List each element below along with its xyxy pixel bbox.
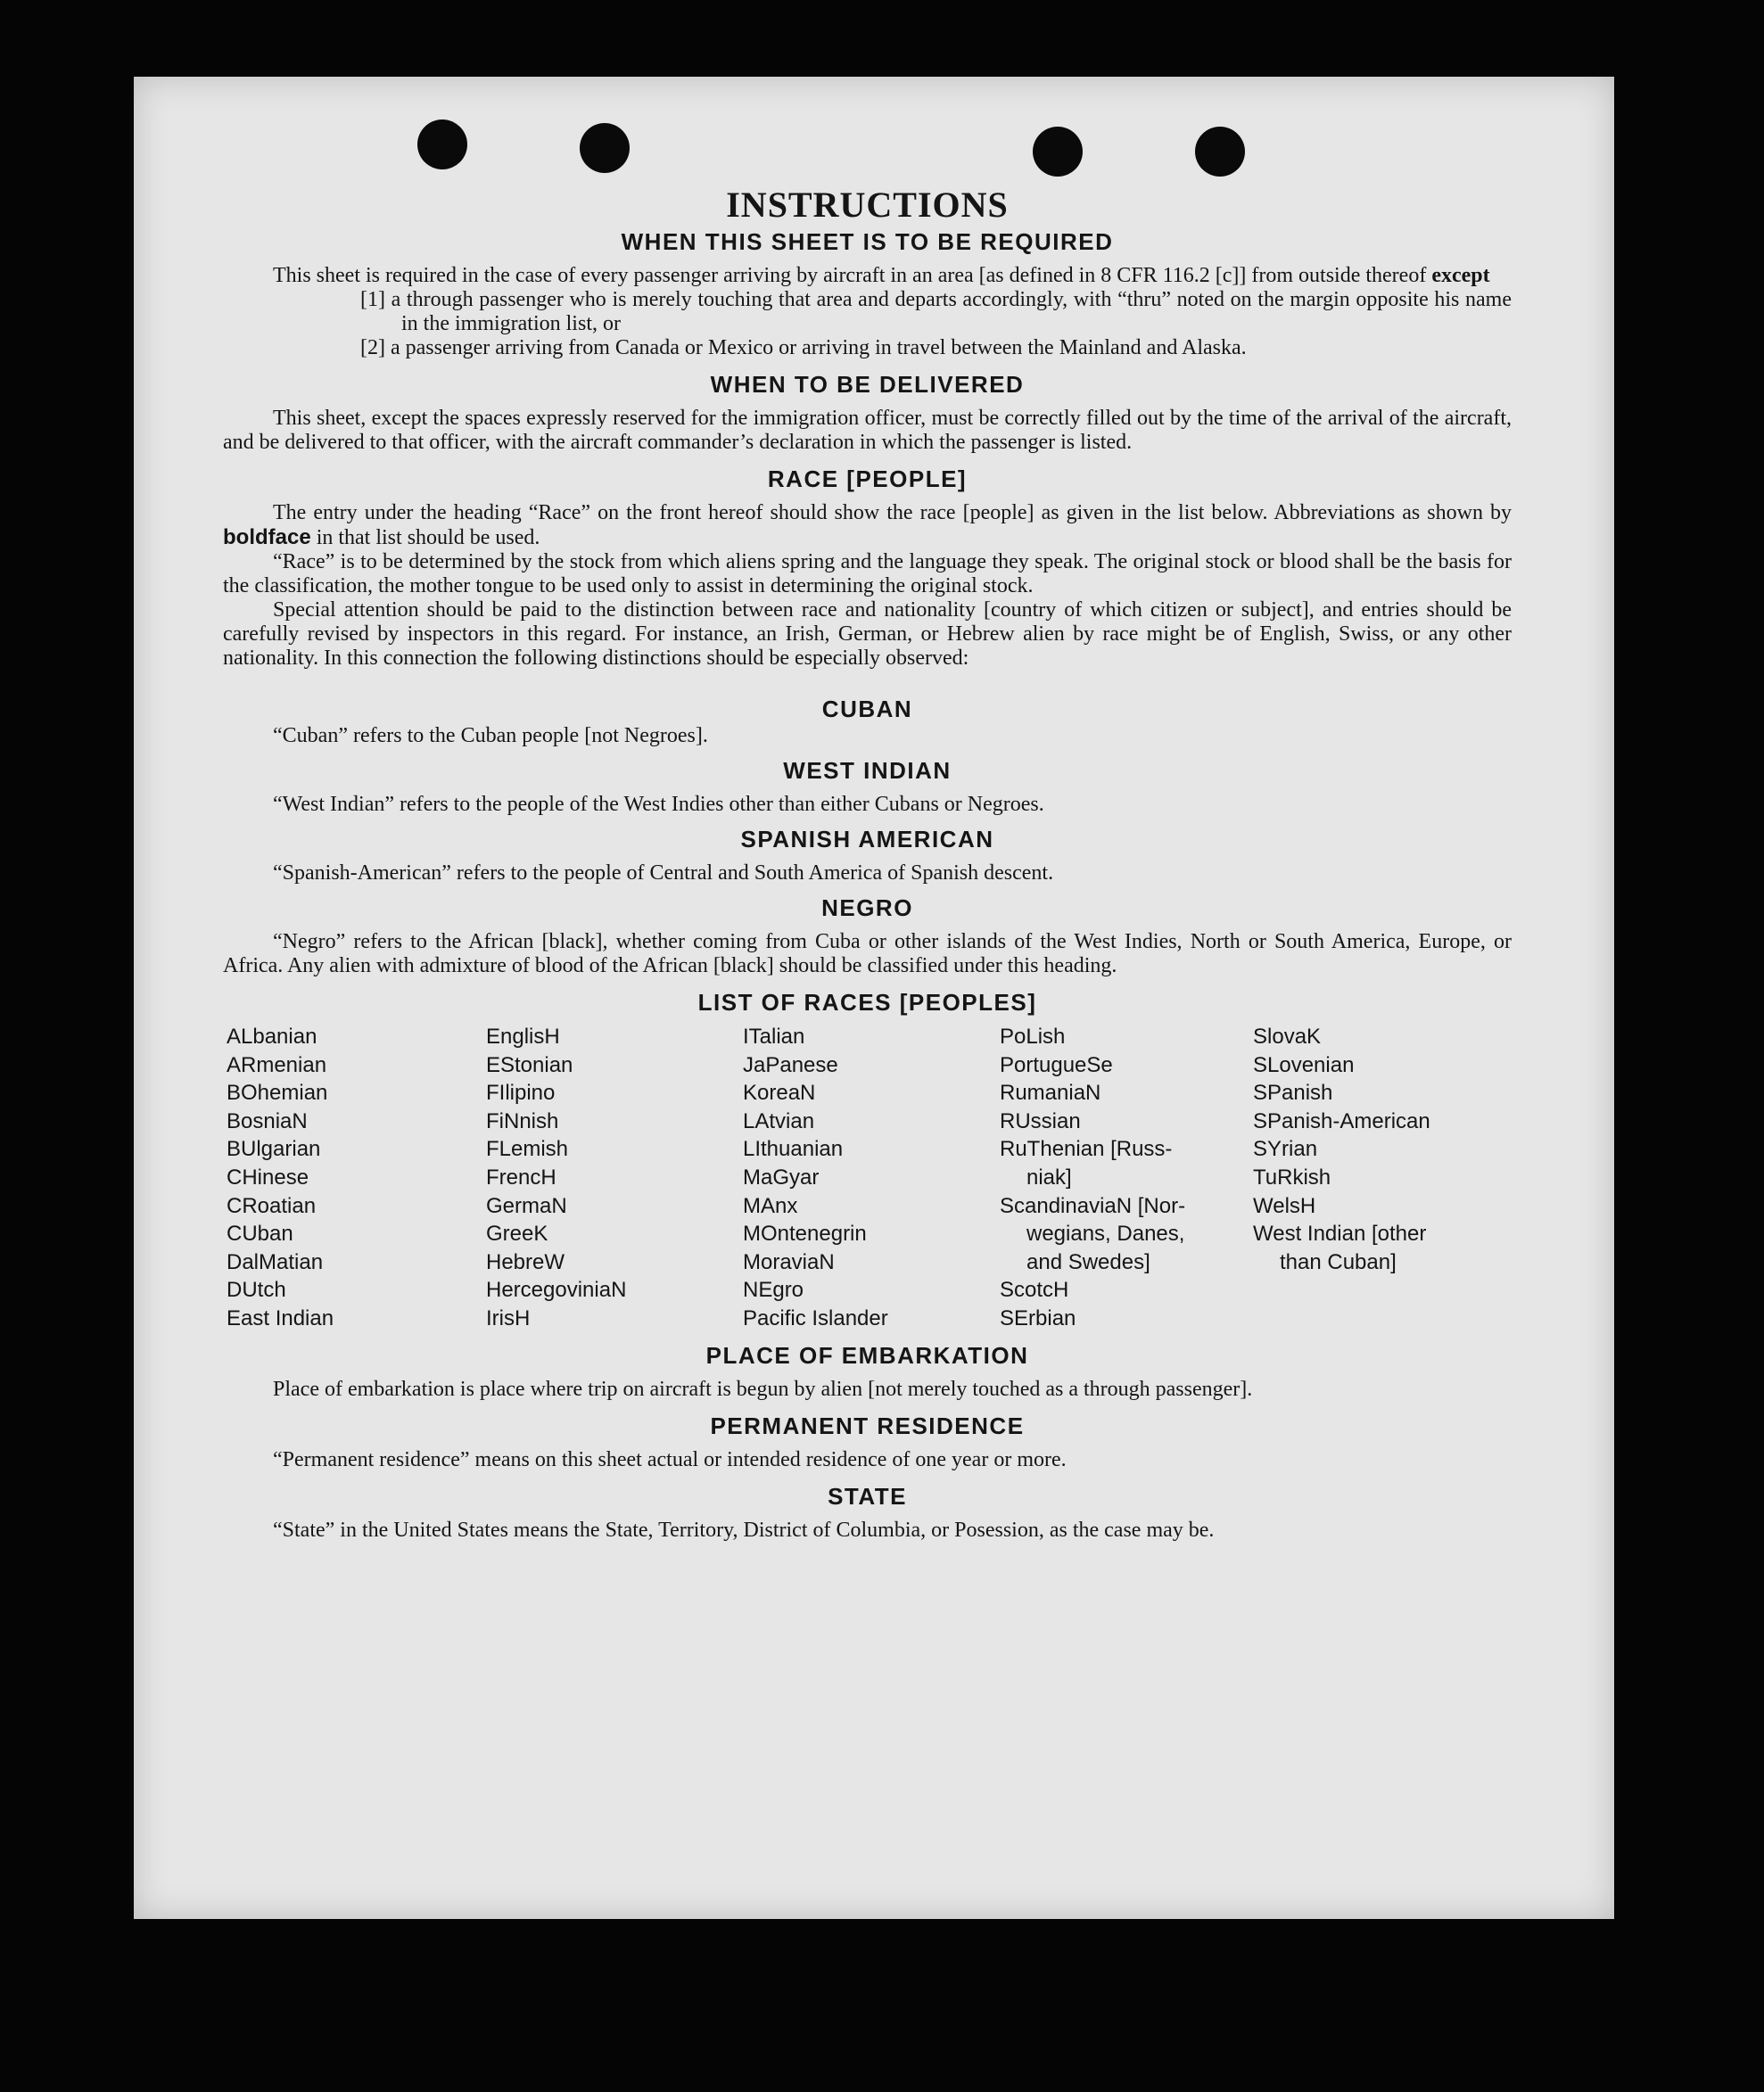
race-entry: FrencH <box>486 1165 556 1190</box>
race-entry: SYrian <box>1253 1137 1318 1162</box>
spacer <box>223 1472 1512 1481</box>
race-entry: Pacific Islander <box>743 1305 888 1330</box>
spacer <box>223 748 1512 755</box>
spacer <box>223 455 1512 464</box>
race-entry: TuRkish <box>1253 1165 1331 1190</box>
race-p1-boldface: boldface <box>223 525 311 549</box>
page-title: INSTRUCTIONS <box>726 185 1009 225</box>
race-entry: PortugueSe <box>1000 1052 1113 1077</box>
race-entry: RuThenian [Russ- <box>1000 1137 1173 1162</box>
punch-hole-2 <box>580 123 630 173</box>
race-entry: BUlgarian <box>227 1137 321 1162</box>
spacer <box>223 1371 1512 1378</box>
spanish-american-text: “Spanish-American” refers to the people of Central and South America of Spanish descent. <box>273 861 1054 885</box>
cuban-text: “Cuban” refers to the Cuban people [not Negroes]. <box>273 724 708 747</box>
race-entry: IrisH <box>486 1305 531 1330</box>
race-entry: ITalian <box>743 1025 805 1049</box>
spacer <box>223 817 1512 824</box>
race-entry: SPanish <box>1253 1081 1333 1106</box>
section-heading-negro: NEGRO <box>821 894 913 921</box>
race-entry: SErbian <box>1000 1305 1076 1330</box>
race-entry: RUssian <box>1000 1108 1081 1133</box>
race-entry-continuation: wegians, Danes, <box>1026 1222 1185 1247</box>
race-entry: FLemish <box>486 1137 569 1162</box>
spacer <box>223 854 1512 861</box>
race-entry: MOntenegrin <box>743 1222 867 1247</box>
spacer <box>223 885 1512 893</box>
race-entry: DUtch <box>227 1278 286 1303</box>
section-heading-race: RACE [PEOPLE] <box>767 465 968 492</box>
race-paragraph-1 <box>223 501 1512 550</box>
race-entry: WelsH <box>1253 1193 1316 1218</box>
section-heading-residence: PERMANENT RESIDENCE <box>710 1412 1025 1439</box>
section-heading-list-of-races: LIST OF RACES [PEOPLES] <box>697 989 1037 1016</box>
section-heading-embarkation: PLACE OF EMBARKATION <box>705 1341 1029 1369</box>
section-heading-delivered: WHEN TO BE DELIVERED <box>710 371 1025 398</box>
race-entry: East Indian <box>227 1305 334 1330</box>
race-entry: MaGyar <box>743 1165 820 1190</box>
spacer <box>223 494 1512 501</box>
residence-text: “Permanent residence” means on this sheet actual or intended residence of one year or more. <box>273 1447 1067 1471</box>
race-entry: FiNnish <box>486 1108 559 1133</box>
punch-hole-4 <box>1195 127 1245 177</box>
required-item-1: [1] a through passenger who is merely touching that area and departs accordingly, with “thru” noted on the margin opposite his name in the immigration list, or <box>360 288 1512 335</box>
spacer <box>223 399 1512 407</box>
race-entry: CHinese <box>227 1165 309 1190</box>
required-except: except <box>1431 264 1490 287</box>
required-item-2: [2] a passenger arriving from Canada or Mexico or arriving in travel between the Mainland and Alaska. <box>360 336 1247 359</box>
races-table <box>227 1023 1512 1333</box>
spacer <box>223 786 1512 793</box>
section-heading-required: WHEN THIS SHEET IS TO BE REQUIRED <box>621 228 1114 255</box>
spacer <box>223 978 1512 987</box>
race-entry: DalMatian <box>227 1249 324 1274</box>
spacer <box>223 1511 1512 1519</box>
spacer <box>223 1402 1512 1411</box>
section-heading-west-indian: WEST INDIAN <box>783 757 952 784</box>
race-entry: NEgro <box>743 1278 804 1303</box>
race-entry: ARmenian <box>227 1052 327 1077</box>
race-entry: ScotcH <box>1000 1278 1069 1303</box>
required-intro <box>223 264 1512 288</box>
spacer <box>223 257 1512 264</box>
races-column-5 <box>1253 1023 1510 1333</box>
race-entry: CUban <box>227 1222 293 1247</box>
spacer <box>223 360 1512 369</box>
race-entry: KoreaN <box>743 1081 816 1106</box>
races-column-1 <box>227 1023 486 1333</box>
race-entry: West Indian [other <box>1253 1222 1427 1247</box>
race-paragraph-3: Special attention should be paid to the distinction between race and nationality [country of which citizen or subject], and entries should be carefully revised by inspectors in this regard. For instance, an Irish, German, or Hebrew alien by race might be of English, Swiss, or any other nationality. In this connection the following distinctions should be especially observed: <box>223 598 1512 670</box>
race-p1-text-a: The entry under the heading “Race” on the front hereof should show the race [people] as given in the list below. Abbreviations as shown by <box>273 501 1512 524</box>
race-entry-continuation: niak] <box>1026 1165 1072 1190</box>
west-indian-text: “West Indian” refers to the people of the West Indies other than either Cubans or Negroes. <box>273 793 1044 816</box>
race-entry-continuation: and Swedes] <box>1026 1249 1150 1274</box>
race-entry: JaPanese <box>743 1052 838 1077</box>
race-entry: FIlipino <box>486 1081 556 1106</box>
races-column-2 <box>486 1023 743 1333</box>
race-entry: RumaniaN <box>1000 1081 1101 1106</box>
instructions-content <box>223 184 1512 1543</box>
race-entry: SLovenian <box>1253 1052 1355 1077</box>
embarkation-text: Place of embarkation is place where trip on aircraft is begun by alien [not merely touched as a through passenger]. <box>273 1377 1253 1401</box>
document-sheet <box>134 77 1614 1919</box>
race-entry: LAtvian <box>743 1108 815 1133</box>
required-intro-text: This sheet is required in the case of every passenger arriving by aircraft in an area [as defined in 8 CFR 116.2 [c]] from outside thereof <box>273 264 1427 287</box>
race-entry: GermaN <box>486 1193 567 1218</box>
punch-hole-3 <box>1033 127 1083 177</box>
race-p1-text-c: in that list should be used. <box>316 526 540 549</box>
delivered-text: This sheet, except the spaces expressly reserved for the immigration officer, must be correctly filled out by the time of the arrival of the aircraft, and be delivered to that officer, with the aircraft commander’s declaration in which the passenger is listed. <box>223 407 1512 454</box>
race-entry: HercegoviniaN <box>486 1278 627 1303</box>
race-entry: ScandinaviaN [Nor- <box>1000 1193 1186 1218</box>
race-entry: HebreW <box>486 1249 565 1274</box>
race-entry: EnglisH <box>486 1025 560 1049</box>
spacer <box>223 671 1512 694</box>
race-entry: EStonian <box>486 1052 573 1077</box>
section-heading-state: STATE <box>828 1482 907 1510</box>
spacer <box>223 1441 1512 1448</box>
race-entry: ALbanian <box>227 1025 317 1049</box>
race-entry: GreeK <box>486 1222 548 1247</box>
race-paragraph-2: “Race” is to be determined by the stock from which aliens spring and the language they speak. The original stock or blood shall be the basis for the classification, the mother tongue to be used only to assist in determining the original stock. <box>223 550 1512 597</box>
spacer <box>223 923 1512 930</box>
race-entry: MoraviaN <box>743 1249 835 1274</box>
race-entry: BOhemian <box>227 1081 328 1106</box>
races-column-4 <box>1000 1023 1253 1333</box>
spacer <box>223 1333 1512 1340</box>
race-entry: PoLish <box>1000 1025 1066 1049</box>
race-entry: SPanish-American <box>1253 1108 1430 1133</box>
race-entry-continuation: than Cuban] <box>1280 1249 1397 1274</box>
race-entry: SlovaK <box>1253 1025 1322 1049</box>
race-entry: MAnx <box>743 1193 798 1218</box>
punch-hole-1 <box>417 119 467 169</box>
section-heading-cuban: CUBAN <box>821 696 913 722</box>
section-heading-spanish-american: SPANISH AMERICAN <box>740 826 994 852</box>
race-entry: BosniaN <box>227 1108 308 1133</box>
race-entry: CRoatian <box>227 1193 317 1218</box>
race-entry: LIthuanian <box>743 1137 844 1162</box>
state-text: “State” in the United States means the State, Territory, District of Columbia, or Posession, as the case may be. <box>273 1518 1215 1542</box>
races-column-3 <box>743 1023 1000 1333</box>
negro-text: “Negro” refers to the African [black], whether coming from Cuba or other islands of the West Indies, North or South America, Europe, or Africa. Any alien with admixture of blood of the African [black] should be classified under this heading. <box>223 930 1512 977</box>
